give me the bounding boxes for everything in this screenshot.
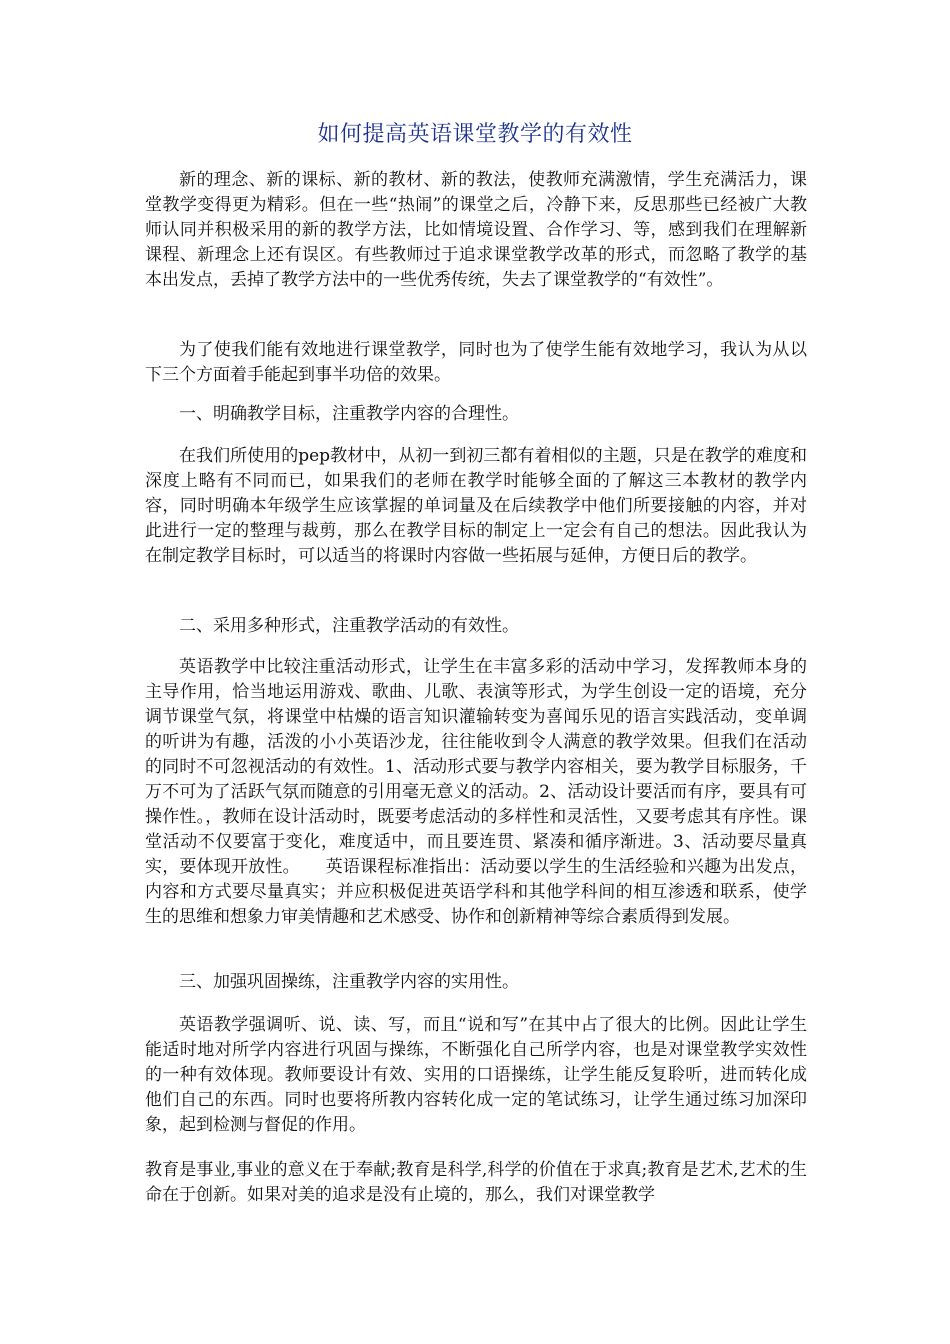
section-heading-1 (145, 402, 807, 427)
paragraph: 英语教学中比较注重活动形式，让学生在丰富多彩的活动中学习，发挥教师本身的主导作用，恰当地运用游戏、歌曲、儿歌、表演等形式，为学生创设一定的语境，充分调节课堂气氛，将课堂中枯燥的语言知识灌输转变为喜闻乐见的语言实践活动，变单调的听讲为有趣，活泼的小小英语沙龙，往往能收到令人满意的教学效果。但我们在活动的同时不可忽视活动的有效性。1、活动形式要与教学内容相关，要为教学目标服务，千万不可为了活跃气氛而随意的引用毫无意义的活动。2、活动设计要活而有序，要具有可操作性。，教师在设计活动时，既要考虑活动的多样性和灵活性，又要考虑其有序性。课堂活动不仅要富于变化，难度适中，而且要连贯、紧凑和循序渐进。3、活动要尽量真实，要体现开放性。 英语课程标准指出：活动要以学生的生活经验和兴趣为出发点，内容和方式要尽量真实；并应积极促进英语学科和其他学科间的相互渗透和联系，使学生的思维和想象力审美情趣和艺术感受、协作和创新精神等综合素质得到发展。 (145, 657, 807, 927)
section-heading: 三、加强巩固操练，注重教学内容的实用性。 (179, 972, 519, 992)
paragraph: 新的理念、新的课标、新的教材、新的教法，使教师充满激情，学生充满活力，课堂教学变得更为精彩。但在一些“热闹”的课堂之后，冷静下来，反思那些已经被广大教师认同并积极采用的新的教学方法，比如情境设置、合作学习、等，感到我们在理解新课程、新理念上还有误区。有些教师过于追求课堂教学改革的形式，而忽略了教学的基本出发点，丢掉了教学方法中的一些优秀传统，失去了课堂教学的“有效性”。 (145, 170, 807, 290)
paragraph-intro (145, 168, 807, 293)
section-heading-2 (145, 614, 807, 639)
paragraph-section-3 (145, 1013, 807, 1138)
section-heading-3 (145, 970, 807, 995)
paragraph-purpose (145, 338, 807, 388)
paragraph: 英语教学强调听、说、读、写，而且“说和写”在其中占了很大的比例。因此让学生能适时地对所学内容进行巩固与操练，不断强化自己所学内容，也是对课堂教学实效性的一种有效体现。教师要设计有效、实用的口语操练，让学生能反复聆听，进而转化成他们自己的东西。同时也要将所教内容转化成一定的笔试练习，让学生通过练习加深印象，起到检测与督促的作用。 (145, 1015, 807, 1135)
paragraph-closing (145, 1158, 807, 1208)
paragraph: 教育是事业,事业的意义在于奉献;教育是科学,科学的价值在于求真;教育是艺术,艺术的生命在于创新。如果对美的追求是没有止境的，那么，我们对课堂教学 (145, 1160, 807, 1205)
paragraph-section-2 (145, 655, 807, 930)
section-heading: 一、明确教学目标，注重教学内容的合理性。 (179, 404, 519, 424)
section-heading: 二、采用多种形式，注重教学活动的有效性。 (179, 616, 519, 636)
document-title: 如何提高英语课堂教学的有效性 (317, 122, 633, 147)
paragraph: 在我们所使用的pep教材中，从初一到初三都有着相似的主题，只是在教学的难度和深度上略有不同而已，如果我们的老师在教学时能够全面的了解这三本教材的教学内容，同时明确本年级学生应该掌握的单词量及在后续教学中他们所要接触的内容，并对此进行一定的整理与裁剪，那么在教学目标的制定上一定会有自己的想法。因此我认为在制定教学目标时，可以适当的将课时内容做一些拓展与延伸，方便日后的教学。 (145, 446, 807, 566)
paragraph: 为了使我们能有效地进行课堂教学，同时也为了使学生能有效地学习，我认为从以下三个方面着手能起到事半功倍的效果。 (145, 340, 807, 385)
paragraph-section-1 (145, 444, 807, 569)
